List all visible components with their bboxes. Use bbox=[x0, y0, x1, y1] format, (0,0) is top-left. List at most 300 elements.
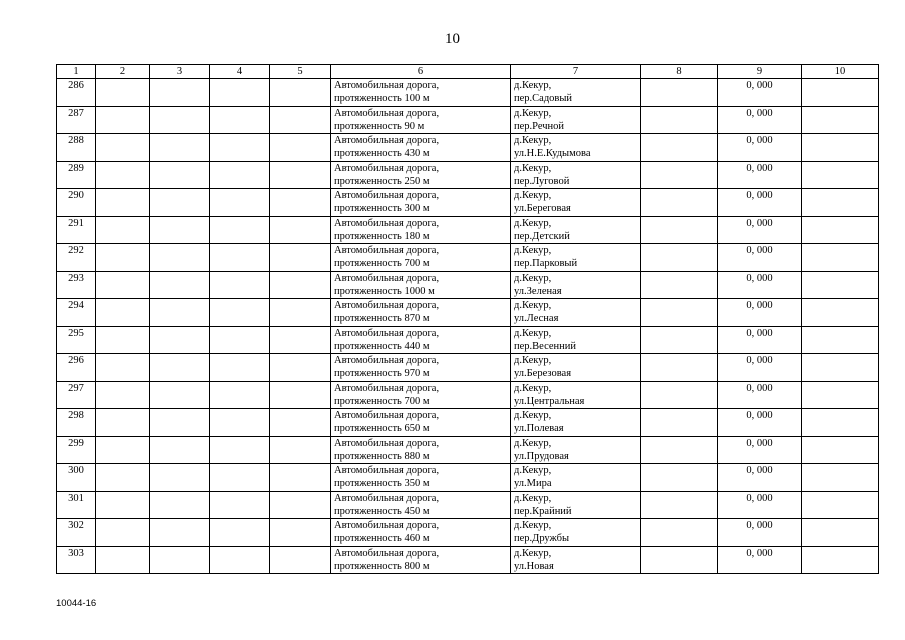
location-cell bbox=[511, 189, 641, 217]
location-cell bbox=[511, 519, 641, 547]
object-name-cell bbox=[331, 244, 511, 272]
row-number: 288 bbox=[68, 135, 84, 146]
table-row bbox=[57, 409, 879, 437]
empty-cell bbox=[210, 381, 270, 409]
value: 0, 000 bbox=[746, 245, 773, 256]
location-cell bbox=[511, 106, 641, 134]
empty-cell bbox=[210, 299, 270, 327]
object-length-line: протяженность 440 м bbox=[334, 340, 430, 352]
document-code: 10044-16 bbox=[56, 598, 97, 609]
location-village: д.Кекур, bbox=[514, 245, 552, 256]
object-name-line: Автомобильная дорога, bbox=[334, 437, 440, 449]
empty-cell bbox=[150, 134, 210, 162]
object-name-line: Автомобильная дорога, bbox=[334, 327, 440, 339]
table-row bbox=[57, 436, 879, 464]
location-street: пер.Крайний bbox=[514, 505, 572, 517]
value-cell bbox=[718, 326, 802, 354]
value-cell bbox=[718, 436, 802, 464]
location-cell bbox=[511, 464, 641, 492]
location-street: ул.Новая bbox=[514, 560, 554, 572]
empty-cell bbox=[210, 106, 270, 134]
empty-cell bbox=[96, 354, 150, 382]
object-name-line: Автомобильная дорога, bbox=[334, 135, 440, 146]
table-body bbox=[57, 79, 879, 574]
empty-cell bbox=[641, 381, 718, 409]
empty-cell bbox=[210, 79, 270, 107]
location-village: д.Кекур, bbox=[514, 135, 552, 146]
empty-cell bbox=[641, 326, 718, 354]
object-name-line: Автомобильная дорога, bbox=[334, 520, 440, 531]
location-village: д.Кекур, bbox=[514, 465, 552, 476]
value: 0, 000 bbox=[746, 520, 773, 531]
location-street: пер.Речной bbox=[514, 120, 565, 132]
empty-cell bbox=[802, 354, 879, 382]
value: 0, 000 bbox=[746, 190, 773, 201]
value: 0, 000 bbox=[746, 355, 773, 366]
location-street: ул.Мира bbox=[514, 478, 552, 489]
table-row bbox=[57, 519, 879, 547]
location-cell bbox=[511, 381, 641, 409]
object-length-line: протяженность 100 м bbox=[334, 93, 430, 104]
object-name-cell bbox=[331, 491, 511, 519]
object-name-cell bbox=[331, 299, 511, 327]
location-cell bbox=[511, 354, 641, 382]
value-cell bbox=[718, 381, 802, 409]
empty-cell bbox=[150, 464, 210, 492]
empty-cell bbox=[150, 79, 210, 107]
location-cell bbox=[511, 134, 641, 162]
empty-cell bbox=[270, 464, 331, 492]
row-number: 287 bbox=[68, 107, 84, 119]
empty-cell bbox=[270, 491, 331, 519]
column-header: 9 bbox=[718, 65, 802, 79]
location-village: д.Кекур, bbox=[514, 410, 552, 421]
object-length-line: протяженность 250 м bbox=[334, 175, 430, 187]
value: 0, 000 bbox=[746, 547, 773, 559]
row-number: 292 bbox=[68, 245, 84, 256]
empty-cell bbox=[270, 134, 331, 162]
location-street: ул.Прудовая bbox=[514, 450, 569, 462]
empty-cell bbox=[96, 189, 150, 217]
table-row bbox=[57, 546, 879, 574]
object-length-line: протяженность 300 м bbox=[334, 203, 430, 214]
empty-cell bbox=[641, 161, 718, 189]
object-name-cell bbox=[331, 519, 511, 547]
row-number-cell bbox=[57, 546, 96, 574]
location-village: д.Кекур, bbox=[514, 327, 552, 339]
location-cell bbox=[511, 436, 641, 464]
location-cell bbox=[511, 326, 641, 354]
empty-cell bbox=[150, 409, 210, 437]
empty-cell bbox=[150, 161, 210, 189]
empty-cell bbox=[210, 271, 270, 299]
empty-cell bbox=[270, 271, 331, 299]
empty-cell bbox=[96, 409, 150, 437]
empty-cell bbox=[96, 381, 150, 409]
object-name-cell bbox=[331, 381, 511, 409]
empty-cell bbox=[150, 244, 210, 272]
empty-cell bbox=[210, 326, 270, 354]
empty-cell bbox=[641, 106, 718, 134]
value-cell bbox=[718, 464, 802, 492]
object-length-line: протяженность 650 м bbox=[334, 423, 430, 434]
empty-cell bbox=[210, 161, 270, 189]
empty-cell bbox=[270, 189, 331, 217]
location-street: пер.Дружбы bbox=[514, 533, 570, 544]
column-header: 6 bbox=[331, 65, 511, 79]
empty-cell bbox=[270, 409, 331, 437]
table-row bbox=[57, 354, 879, 382]
object-name-line: Автомобильная дорога, bbox=[334, 382, 440, 394]
empty-cell bbox=[641, 134, 718, 162]
value: 0, 000 bbox=[746, 437, 773, 449]
object-length-line: протяженность 700 м bbox=[334, 395, 430, 407]
empty-cell bbox=[802, 436, 879, 464]
row-number: 301 bbox=[68, 492, 84, 504]
object-name-line: Автомобильная дорога, bbox=[334, 492, 440, 504]
object-name-line: Автомобильная дорога, bbox=[334, 107, 440, 119]
empty-cell bbox=[641, 491, 718, 519]
row-number-cell bbox=[57, 354, 96, 382]
empty-cell bbox=[641, 299, 718, 327]
empty-cell bbox=[150, 491, 210, 519]
row-number: 303 bbox=[68, 547, 84, 559]
object-length-line: протяженность 870 м bbox=[334, 313, 430, 324]
column-header: 1 bbox=[57, 65, 96, 79]
object-length-line: протяженность 880 м bbox=[334, 450, 430, 462]
table-row bbox=[57, 271, 879, 299]
empty-cell bbox=[96, 519, 150, 547]
empty-cell bbox=[96, 271, 150, 299]
empty-cell bbox=[96, 79, 150, 107]
empty-cell bbox=[96, 244, 150, 272]
column-header: 2 bbox=[96, 65, 150, 79]
object-name-cell bbox=[331, 106, 511, 134]
empty-cell bbox=[150, 436, 210, 464]
location-street: ул.Полевая bbox=[514, 423, 564, 434]
empty-cell bbox=[210, 464, 270, 492]
table-row bbox=[57, 299, 879, 327]
empty-cell bbox=[641, 519, 718, 547]
value-cell bbox=[718, 79, 802, 107]
location-street: ул.Зеленая bbox=[514, 285, 562, 297]
value-cell bbox=[718, 216, 802, 244]
table-row bbox=[57, 244, 879, 272]
object-name-line: Автомобильная дорога, bbox=[334, 410, 440, 421]
empty-cell bbox=[802, 519, 879, 547]
object-name-cell bbox=[331, 189, 511, 217]
location-village: д.Кекур, bbox=[514, 190, 552, 201]
object-name-cell bbox=[331, 464, 511, 492]
location-street: ул.Лесная bbox=[514, 313, 559, 324]
table-row bbox=[57, 464, 879, 492]
location-cell bbox=[511, 491, 641, 519]
value: 0, 000 bbox=[746, 300, 773, 311]
empty-cell bbox=[150, 326, 210, 354]
location-street: пер.Весенний bbox=[514, 340, 577, 352]
location-village: д.Кекур, bbox=[514, 80, 552, 91]
object-name-cell bbox=[331, 271, 511, 299]
empty-cell bbox=[150, 519, 210, 547]
table-row bbox=[57, 326, 879, 354]
object-name-line: Автомобильная дорога, bbox=[334, 272, 440, 284]
empty-cell bbox=[96, 546, 150, 574]
row-number-cell bbox=[57, 79, 96, 107]
value-cell bbox=[718, 519, 802, 547]
empty-cell bbox=[270, 106, 331, 134]
object-name-line: Автомобильная дорога, bbox=[334, 300, 440, 311]
object-length-line: протяженность 460 м bbox=[334, 533, 430, 544]
object-length-line: протяженность 350 м bbox=[334, 478, 430, 489]
location-village: д.Кекур, bbox=[514, 520, 552, 531]
table-row bbox=[57, 79, 879, 107]
object-name-line: Автомобильная дорога, bbox=[334, 245, 440, 256]
row-number-cell bbox=[57, 436, 96, 464]
location-street: пер.Парковый bbox=[514, 258, 578, 269]
empty-cell bbox=[802, 216, 879, 244]
column-header: 7 bbox=[511, 65, 641, 79]
object-name-line: Автомобильная дорога, bbox=[334, 217, 440, 229]
row-number: 302 bbox=[68, 520, 84, 531]
object-name-cell bbox=[331, 134, 511, 162]
location-cell bbox=[511, 79, 641, 107]
empty-cell bbox=[802, 326, 879, 354]
value: 0, 000 bbox=[746, 465, 773, 476]
table-row bbox=[57, 189, 879, 217]
row-number: 295 bbox=[68, 327, 84, 339]
empty-cell bbox=[270, 519, 331, 547]
empty-cell bbox=[150, 189, 210, 217]
empty-cell bbox=[641, 354, 718, 382]
location-cell bbox=[511, 244, 641, 272]
object-length-line: протяженность 90 м bbox=[334, 120, 425, 132]
value-cell bbox=[718, 409, 802, 437]
header-row bbox=[57, 65, 879, 79]
row-number-cell bbox=[57, 161, 96, 189]
empty-cell bbox=[150, 216, 210, 244]
empty-cell bbox=[270, 79, 331, 107]
empty-cell bbox=[210, 491, 270, 519]
row-number: 293 bbox=[68, 272, 84, 284]
empty-cell bbox=[210, 216, 270, 244]
empty-cell bbox=[270, 546, 331, 574]
location-village: д.Кекур, bbox=[514, 492, 552, 504]
empty-cell bbox=[802, 189, 879, 217]
object-name-cell bbox=[331, 354, 511, 382]
value-cell bbox=[718, 161, 802, 189]
location-cell bbox=[511, 216, 641, 244]
object-name-cell bbox=[331, 326, 511, 354]
value: 0, 000 bbox=[746, 382, 773, 394]
empty-cell bbox=[210, 546, 270, 574]
table-row bbox=[57, 134, 879, 162]
empty-cell bbox=[641, 216, 718, 244]
value-cell bbox=[718, 244, 802, 272]
object-name-line: Автомобильная дорога, bbox=[334, 547, 440, 559]
object-length-line: протяженность 970 м bbox=[334, 368, 430, 379]
empty-cell bbox=[802, 464, 879, 492]
location-cell bbox=[511, 299, 641, 327]
value-cell bbox=[718, 271, 802, 299]
empty-cell bbox=[210, 519, 270, 547]
object-name-cell bbox=[331, 79, 511, 107]
value: 0, 000 bbox=[746, 272, 773, 284]
empty-cell bbox=[96, 216, 150, 244]
empty-cell bbox=[270, 299, 331, 327]
empty-cell bbox=[802, 161, 879, 189]
empty-cell bbox=[96, 326, 150, 354]
object-length-line: протяженность 180 м bbox=[334, 230, 430, 242]
value: 0, 000 bbox=[746, 162, 773, 174]
location-street: ул.Н.Е.Кудымова bbox=[514, 148, 591, 159]
row-number: 300 bbox=[68, 465, 84, 476]
empty-cell bbox=[270, 354, 331, 382]
location-village: д.Кекур, bbox=[514, 162, 552, 174]
object-name-cell bbox=[331, 436, 511, 464]
value: 0, 000 bbox=[746, 135, 773, 146]
value: 0, 000 bbox=[746, 410, 773, 421]
object-name-cell bbox=[331, 216, 511, 244]
location-village: д.Кекур, bbox=[514, 547, 552, 559]
column-header: 4 bbox=[210, 65, 270, 79]
object-name-cell bbox=[331, 546, 511, 574]
row-number-cell bbox=[57, 271, 96, 299]
empty-cell bbox=[802, 79, 879, 107]
empty-cell bbox=[96, 299, 150, 327]
empty-cell bbox=[802, 134, 879, 162]
object-name-cell bbox=[331, 161, 511, 189]
empty-cell bbox=[96, 106, 150, 134]
value-cell bbox=[718, 189, 802, 217]
empty-cell bbox=[802, 409, 879, 437]
row-number-cell bbox=[57, 409, 96, 437]
empty-cell bbox=[210, 134, 270, 162]
location-village: д.Кекур, bbox=[514, 382, 552, 394]
value-cell bbox=[718, 106, 802, 134]
location-village: д.Кекур, bbox=[514, 217, 552, 229]
row-number-cell bbox=[57, 381, 96, 409]
row-number: 289 bbox=[68, 162, 84, 174]
empty-cell bbox=[150, 106, 210, 134]
empty-cell bbox=[270, 381, 331, 409]
empty-cell bbox=[802, 546, 879, 574]
location-village: д.Кекур, bbox=[514, 300, 552, 311]
empty-cell bbox=[96, 464, 150, 492]
location-street: ул.Центральная bbox=[514, 395, 585, 407]
column-header: 8 bbox=[641, 65, 718, 79]
page-number: 10 bbox=[445, 31, 460, 47]
row-number: 291 bbox=[68, 217, 84, 229]
empty-cell bbox=[802, 271, 879, 299]
empty-cell bbox=[210, 436, 270, 464]
location-village: д.Кекур, bbox=[514, 107, 552, 119]
row-number-cell bbox=[57, 189, 96, 217]
empty-cell bbox=[96, 491, 150, 519]
object-length-line: протяженность 430 м bbox=[334, 148, 430, 159]
object-length-line: протяженность 450 м bbox=[334, 505, 430, 517]
table-row bbox=[57, 216, 879, 244]
empty-cell bbox=[150, 271, 210, 299]
location-village: д.Кекур, bbox=[514, 272, 552, 284]
value-cell bbox=[718, 546, 802, 574]
row-number-cell bbox=[57, 464, 96, 492]
location-street: пер.Детский bbox=[514, 230, 570, 242]
value: 0, 000 bbox=[746, 492, 773, 504]
empty-cell bbox=[802, 381, 879, 409]
row-number: 296 bbox=[68, 355, 84, 366]
location-street: пер.Садовый bbox=[514, 93, 573, 104]
location-street: пер.Луговой bbox=[514, 175, 570, 187]
empty-cell bbox=[270, 326, 331, 354]
empty-cell bbox=[150, 354, 210, 382]
value: 0, 000 bbox=[746, 80, 773, 91]
object-name-line: Автомобильная дорога, bbox=[334, 465, 440, 476]
empty-cell bbox=[270, 244, 331, 272]
object-name-cell bbox=[331, 409, 511, 437]
registry-table bbox=[56, 64, 879, 574]
empty-cell bbox=[150, 299, 210, 327]
table-row bbox=[57, 491, 879, 519]
empty-cell bbox=[641, 546, 718, 574]
empty-cell bbox=[641, 79, 718, 107]
value: 0, 000 bbox=[746, 107, 773, 119]
table-row bbox=[57, 381, 879, 409]
empty-cell bbox=[96, 161, 150, 189]
empty-cell bbox=[210, 409, 270, 437]
value-cell bbox=[718, 491, 802, 519]
empty-cell bbox=[641, 464, 718, 492]
empty-cell bbox=[641, 244, 718, 272]
location-village: д.Кекур, bbox=[514, 437, 552, 449]
location-cell bbox=[511, 161, 641, 189]
row-number: 294 bbox=[68, 300, 84, 311]
row-number-cell bbox=[57, 216, 96, 244]
empty-cell bbox=[802, 299, 879, 327]
object-length-line: протяженность 700 м bbox=[334, 258, 430, 269]
empty-cell bbox=[270, 161, 331, 189]
empty-cell bbox=[150, 546, 210, 574]
location-cell bbox=[511, 409, 641, 437]
location-cell bbox=[511, 546, 641, 574]
empty-cell bbox=[641, 409, 718, 437]
row-number-cell bbox=[57, 299, 96, 327]
row-number: 290 bbox=[68, 190, 84, 201]
location-street: ул.Березовая bbox=[514, 368, 572, 379]
value-cell bbox=[718, 134, 802, 162]
value-cell bbox=[718, 354, 802, 382]
row-number-cell bbox=[57, 326, 96, 354]
empty-cell bbox=[210, 354, 270, 382]
empty-cell bbox=[802, 106, 879, 134]
object-length-line: протяженность 800 м bbox=[334, 560, 430, 572]
object-name-line: Автомобильная дорога, bbox=[334, 190, 440, 201]
location-street: ул.Береговая bbox=[514, 203, 571, 214]
empty-cell bbox=[641, 436, 718, 464]
row-number-cell bbox=[57, 134, 96, 162]
object-name-line: Автомобильная дорога, bbox=[334, 80, 440, 91]
empty-cell bbox=[150, 381, 210, 409]
column-header: 10 bbox=[802, 65, 879, 79]
row-number-cell bbox=[57, 244, 96, 272]
table-row bbox=[57, 161, 879, 189]
empty-cell bbox=[96, 134, 150, 162]
value: 0, 000 bbox=[746, 327, 773, 339]
row-number: 286 bbox=[68, 80, 84, 91]
row-number-cell bbox=[57, 106, 96, 134]
row-number: 299 bbox=[68, 437, 84, 449]
table-row bbox=[57, 106, 879, 134]
column-header: 5 bbox=[270, 65, 331, 79]
